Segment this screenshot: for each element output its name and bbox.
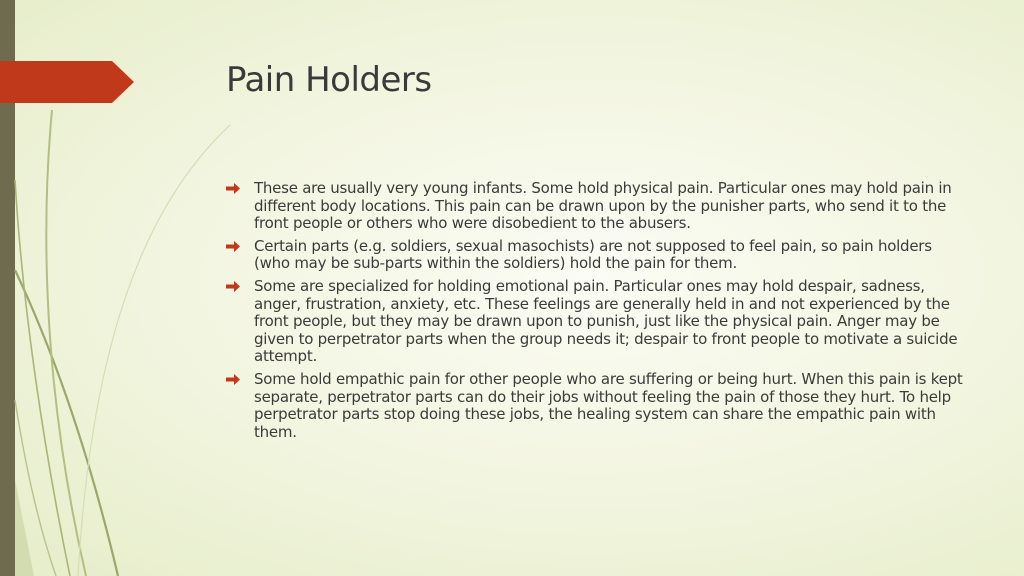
arrow-bullet-icon <box>226 281 240 292</box>
arrow-bullet-icon <box>226 374 240 385</box>
arrow-bullet-icon <box>226 183 240 194</box>
arrow-bullet-icon <box>226 241 240 252</box>
bullet-item <box>226 371 964 441</box>
bullet-text: Some hold empathic pain for other people who are suffering or being hurt. When this pain is kept separate, perpetrator parts can do their jobs without feeling the pain of those they hurt. To help perpetrator parts stop doing these jobs, the healing system can share the empathic pain with them. <box>254 369 963 441</box>
title-tab-arrow <box>0 61 134 103</box>
bullet-item <box>226 238 964 273</box>
bullet-item <box>226 180 964 233</box>
bullet-text: Certain parts (e.g. soldiers, sexual masochists) are not supposed to feel pain, so pain holders (who may be sub-parts within the soldiers) hold the pain for them. <box>254 236 932 273</box>
bullet-text: These are usually very young infants. Some hold physical pain. Particular ones may hold pain in different body locations. This pain can be drawn upon by the punisher parts, who send it to the front people or others who were disobedient to the abusers. <box>254 179 952 233</box>
bullet-item <box>226 278 964 366</box>
slide-title: Pain Holders <box>226 60 432 100</box>
bullet-list <box>226 180 964 446</box>
bullet-text: Some are specialized for holding emotional pain. Particular ones may hold despair, sadness, anger, frustration, anxiety, etc. These feelings are generally held in and not experienced by the front people, but they may be drawn upon to punish, just like the physical pain. Anger may be given to perpetrator parts when the group needs it; despair to front people to motivate a suicide attempt. <box>254 276 958 366</box>
